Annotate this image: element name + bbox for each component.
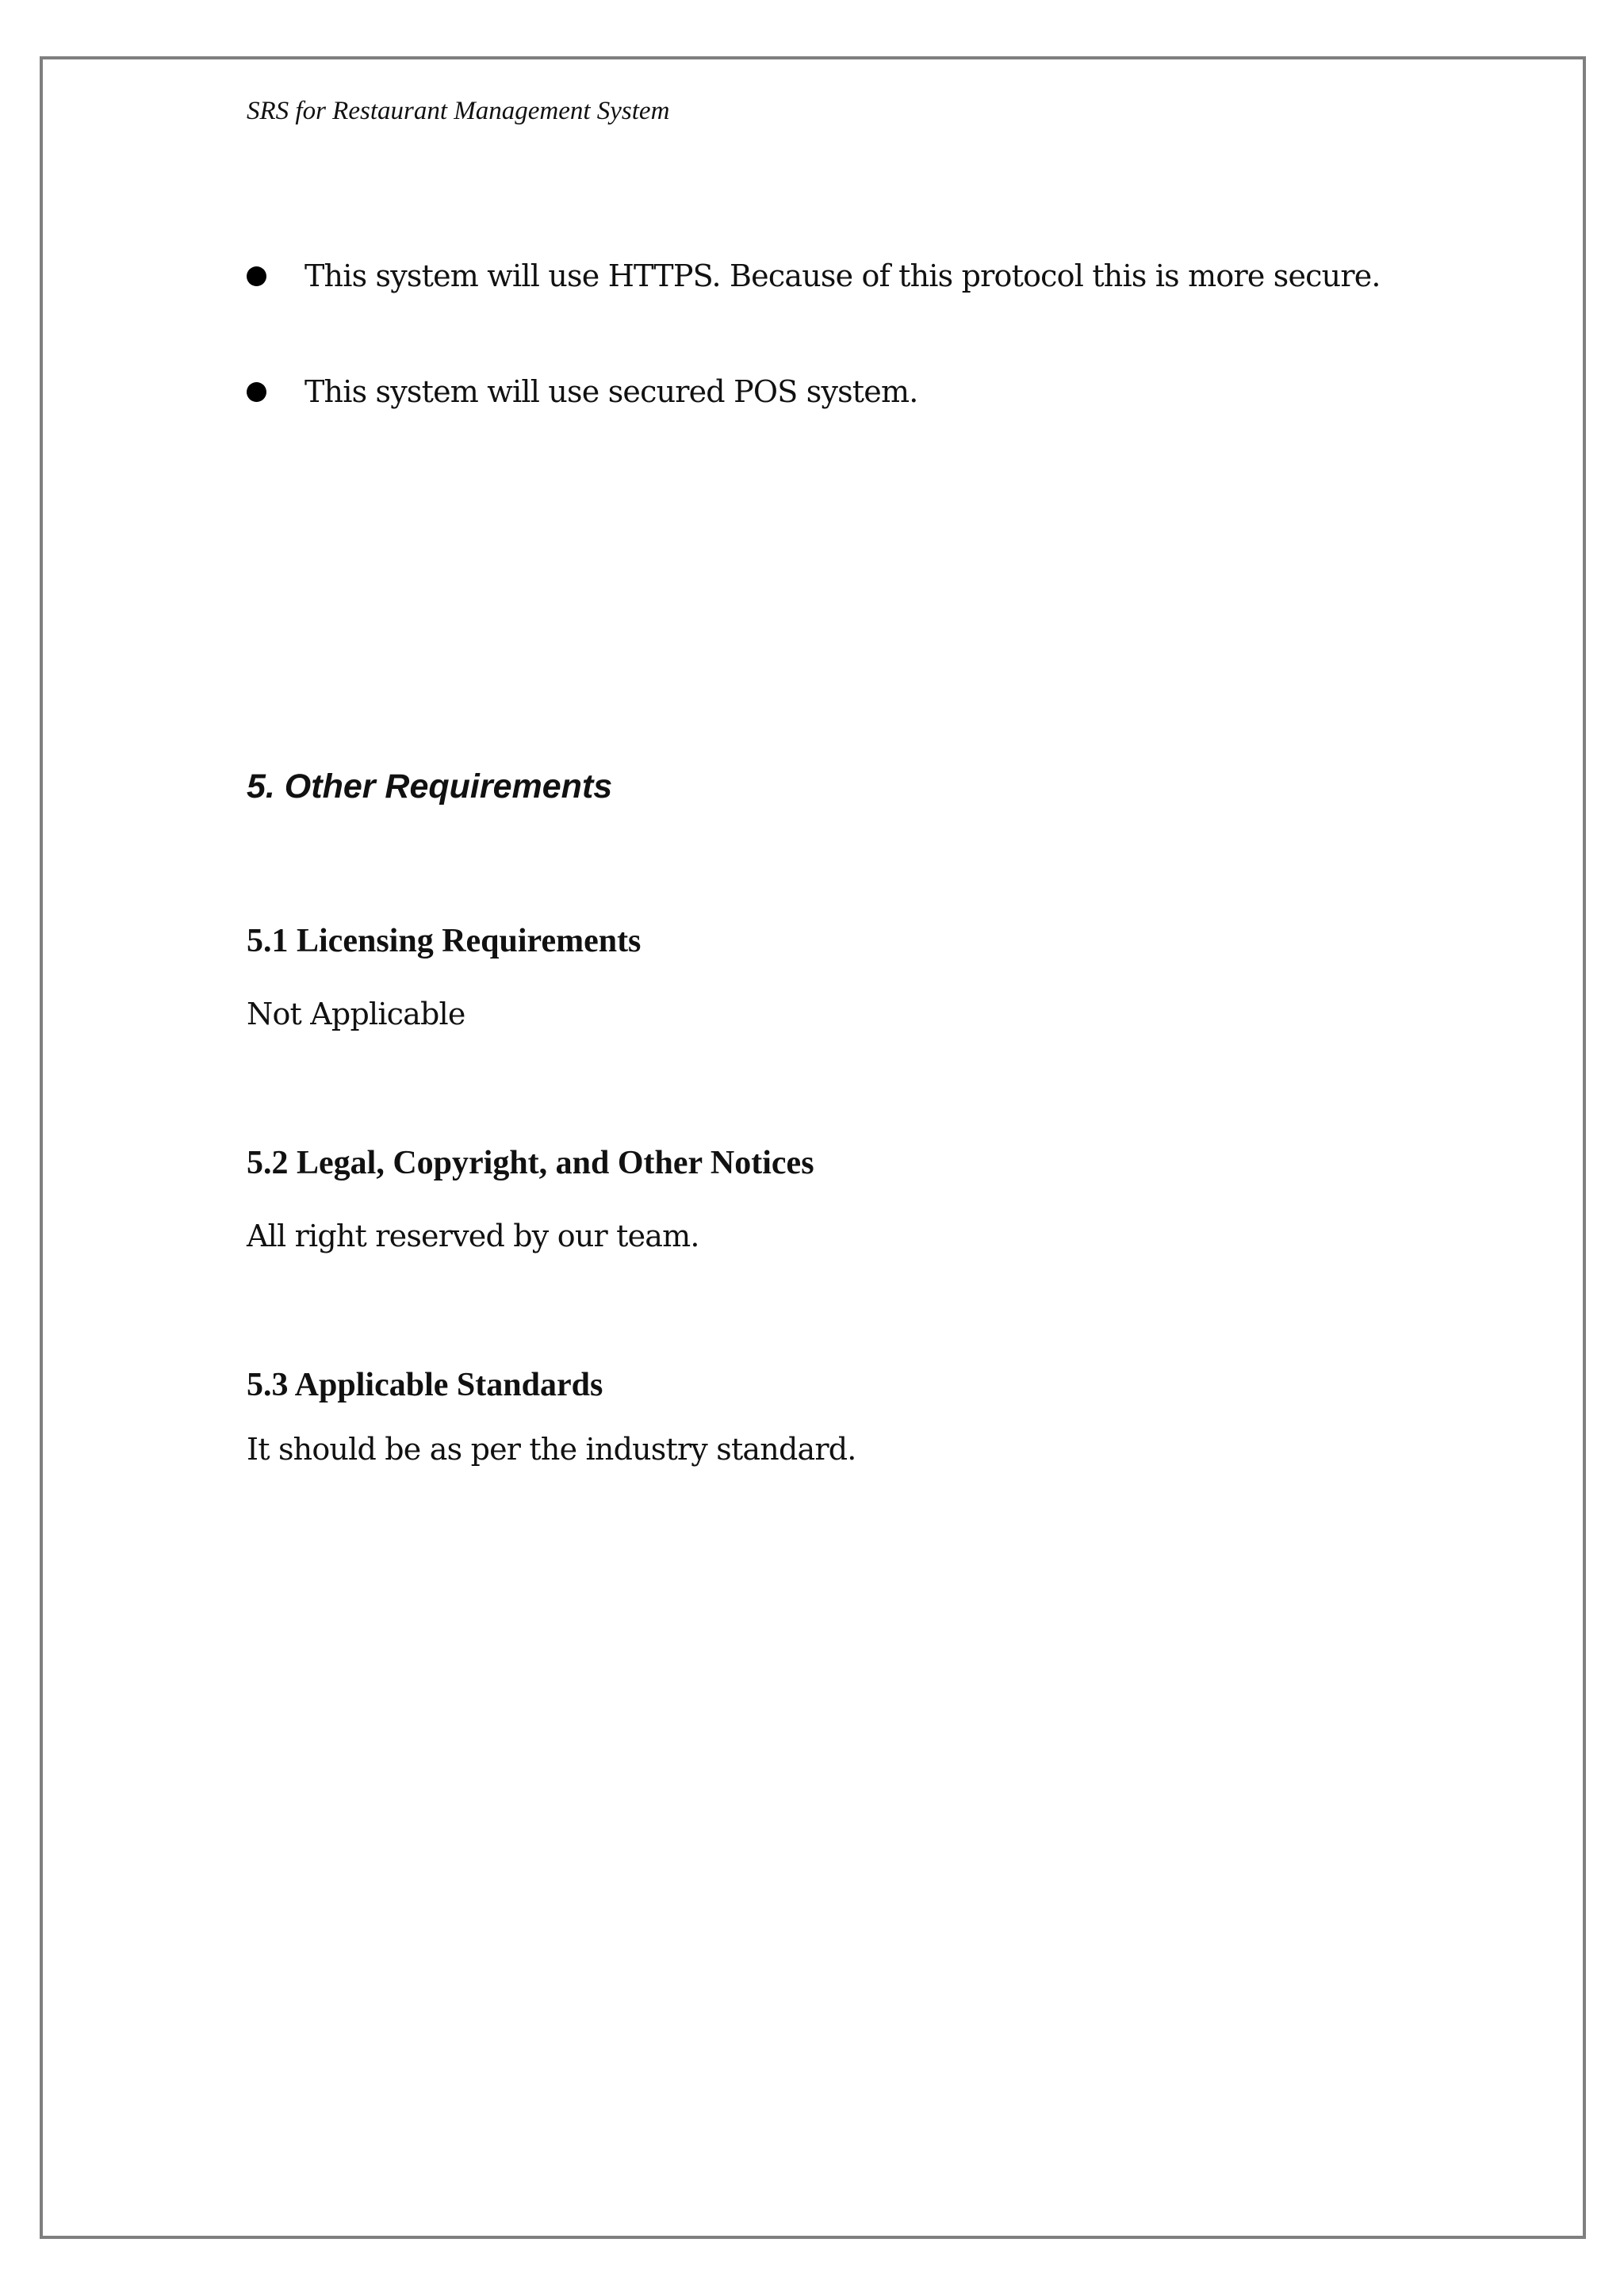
subsection-heading-licensing: 5.1 Licensing Requirements	[247, 923, 642, 959]
bullet-text: This system will use secured POS system.	[304, 374, 918, 409]
subsection-heading-legal: 5.2 Legal, Copyright, and Other Notices	[247, 1145, 814, 1181]
subsection-heading-standards: 5.3 Applicable Standards	[247, 1367, 603, 1403]
bullet-text: This system will use HTTPS. Because of this protocol this is more secure.	[304, 258, 1381, 293]
bullet-item-https	[247, 252, 1381, 300]
bullet-dot-icon	[247, 382, 266, 402]
subsection-body-legal: All right reserved by our team.	[247, 1219, 699, 1253]
bullet-dot-icon	[247, 266, 266, 286]
section-title: 5. Other Requirements	[247, 767, 613, 806]
subsection-body-licensing: Not Applicable	[247, 997, 465, 1031]
running-header: SRS for Restaurant Management System	[247, 97, 670, 125]
subsection-body-standards: It should be as per the industry standard.	[247, 1432, 856, 1467]
bullet-item-pos	[247, 368, 917, 415]
